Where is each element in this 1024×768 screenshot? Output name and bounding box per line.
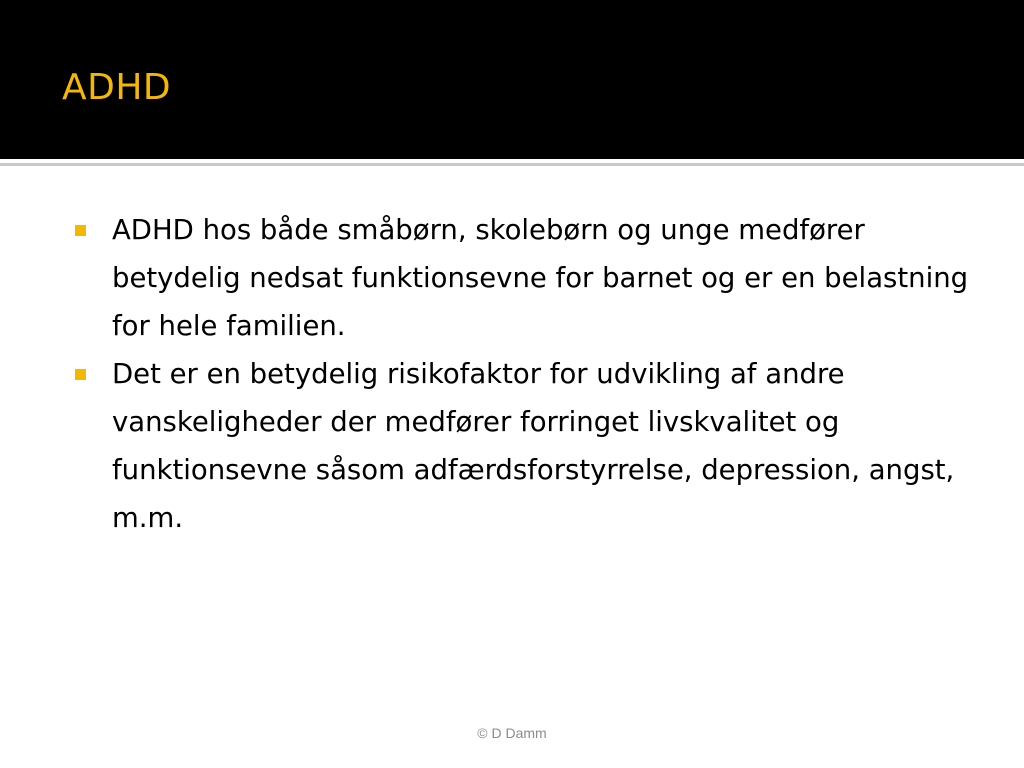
- square-bullet-icon: [75, 369, 86, 380]
- header-divider: [0, 163, 1024, 166]
- slide-title: ADHD: [62, 67, 172, 108]
- slide-header: [0, 0, 1024, 159]
- bullet-item-1: [72, 206, 992, 350]
- bullet-text: ADHD hos både småbørn, skolebørn og unge medfører betydelig nedsat funktionsevne for barnet og er en belastning for hele familien.: [112, 214, 969, 342]
- bullet-text: Det er en betydelig risikofaktor for udvikling af andre vanskeligheder der medfører forringet livskvalitet og funktionsevne såsom adfærdsforstyrrelse, depression, angst, m.m.: [112, 358, 955, 534]
- bullet-list: [72, 206, 992, 542]
- footer-copyright: © D Damm: [477, 725, 547, 741]
- square-bullet-icon: [75, 225, 86, 236]
- bullet-item-2: [72, 350, 992, 542]
